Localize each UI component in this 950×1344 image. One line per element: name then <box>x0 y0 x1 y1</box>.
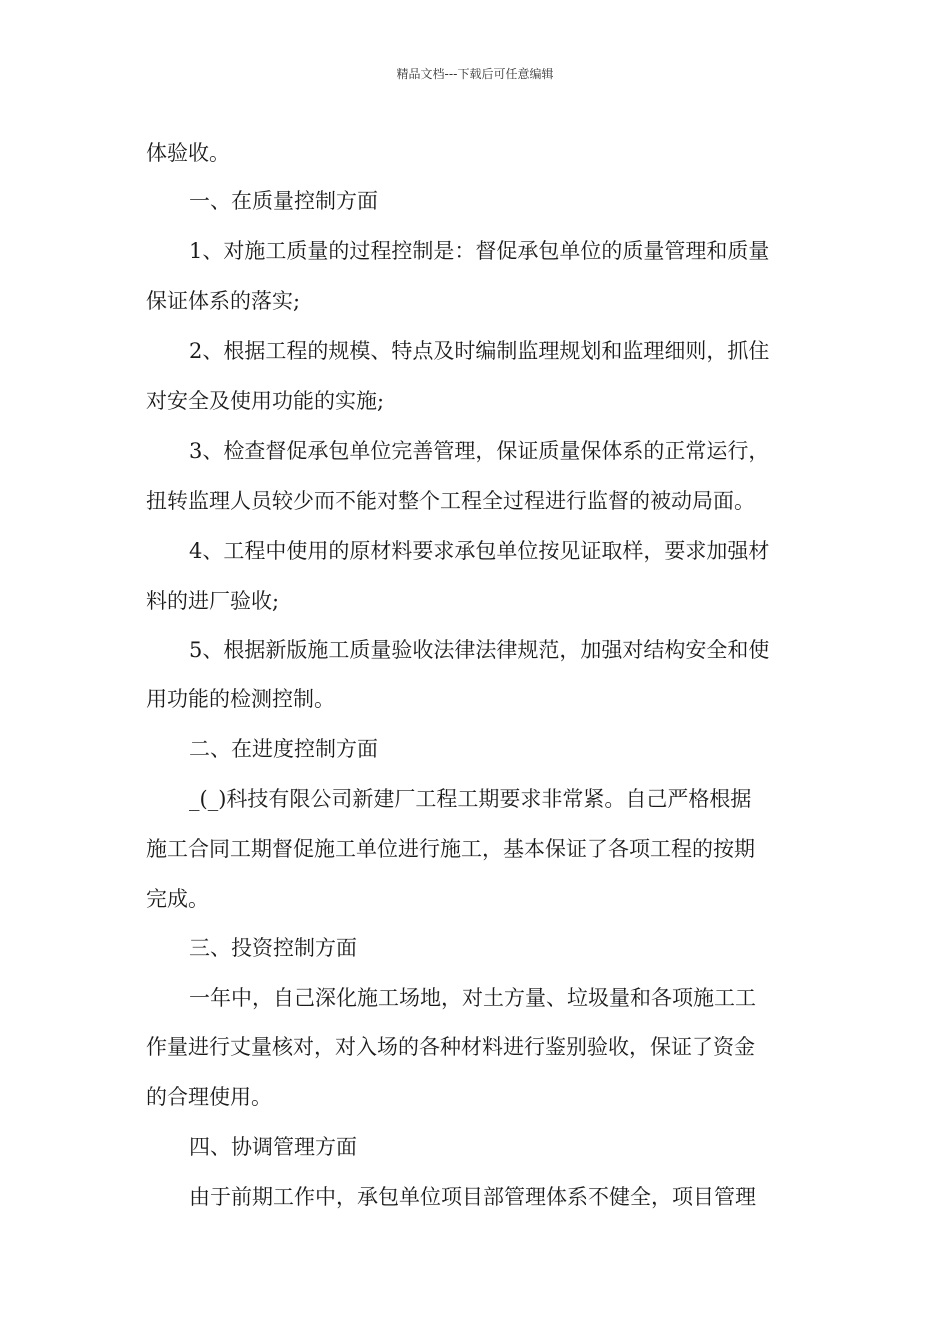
text-line: 3、检查督促承包单位完善管理，保证质量保体系的正常运行， <box>189 439 770 463</box>
text-line: 由于前期工作中，承包单位项目部管理体系不健全，项目管理 <box>189 1185 756 1209</box>
text-line: 作量进行丈量核对，对入场的各种材料进行鉴别验收，保证了资金 <box>146 1035 755 1059</box>
text-line: 扭转监理人员较少而不能对整个工程全过程进行监督的被动局面。 <box>146 489 755 513</box>
text-line: 保证体系的落实; <box>146 289 301 313</box>
text-line: 完成。 <box>146 887 209 911</box>
text-line: 施工合同工期督促施工单位进行施工，基本保证了各项工程的按期 <box>146 837 755 861</box>
text-line: 对安全及使用功能的实施; <box>146 389 385 413</box>
text-line: 1、对施工质量的过程控制是：督促承包单位的质量管理和质量 <box>189 239 770 263</box>
text-line: _(_)科技有限公司新建厂工程工期要求非常紧。自己严格根据 <box>189 787 752 811</box>
section-heading: 一、在质量控制方面 <box>189 189 378 213</box>
text-line: 的合理使用。 <box>146 1085 272 1109</box>
text-line: 5、根据新版施工质量验收法律法律规范，加强对结构安全和使 <box>189 638 770 662</box>
text-line: 用功能的检测控制。 <box>146 687 335 711</box>
text-line: 料的进厂验收; <box>146 589 280 613</box>
text-line: 体验收。 <box>146 141 230 165</box>
section-heading: 三、投资控制方面 <box>189 936 357 960</box>
text-line: 一年中，自己深化施工场地，对土方量、垃圾量和各项施工工 <box>189 986 756 1010</box>
text-line: 2、根据工程的规模、特点及时编制监理规划和监理细则，抓住 <box>189 339 770 363</box>
page-header: 精品文档---下载后可任意编辑 <box>396 67 554 81</box>
section-heading: 四、协调管理方面 <box>189 1135 357 1159</box>
text-line: 4、工程中使用的原材料要求承包单位按见证取样，要求加强材 <box>189 539 770 563</box>
section-heading: 二、在进度控制方面 <box>189 737 378 761</box>
